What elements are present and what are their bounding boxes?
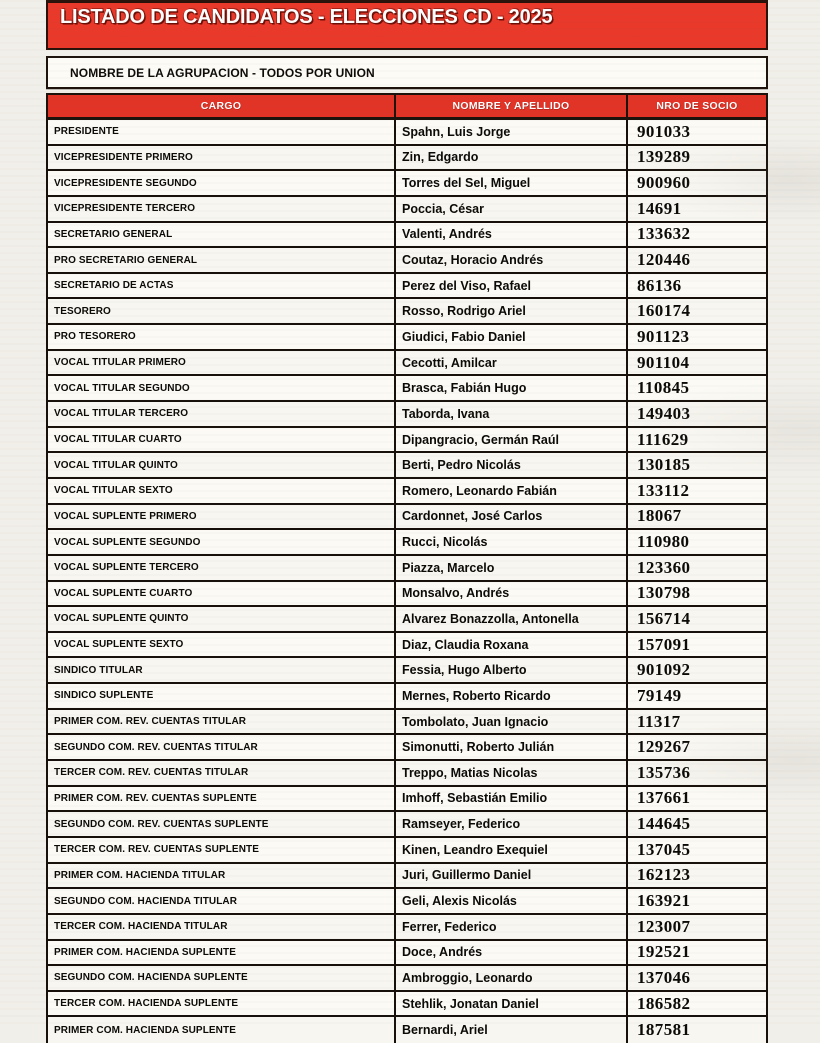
cargo-cell: VOCAL SUPLENTE CUARTO	[48, 582, 396, 606]
cargo-cell: PRESIDENTE	[48, 120, 396, 144]
nombre-cell: Poccia, César	[396, 197, 628, 221]
cargo-cell: SEGUNDO COM. HACIENDA TITULAR	[48, 889, 396, 913]
cargo-cell: VOCAL TITULAR SEGUNDO	[48, 376, 396, 400]
nro-socio-cell: 110980	[637, 532, 690, 552]
scanned-document-sheet	[46, 0, 768, 1043]
column-header-nro-socio: NRO DE SOCIO	[656, 100, 738, 112]
nro-socio-cell: 149403	[637, 403, 691, 423]
nombre-cell: Spahn, Luis Jorge	[396, 120, 628, 144]
nombre-cell: Berti, Pedro Nicolás	[396, 453, 628, 477]
table-row	[46, 351, 768, 377]
nombre-cell: Fessia, Hugo Alberto	[396, 658, 628, 682]
nro-socio-cell: 120446	[637, 250, 691, 270]
table-row	[46, 197, 768, 223]
cargo-cell: PRIMER COM. REV. CUENTAS SUPLENTE	[48, 787, 396, 811]
cargo-cell: TERCER COM. REV. CUENTAS SUPLENTE	[48, 838, 396, 862]
nombre-cell: Juri, Guillermo Daniel	[396, 864, 628, 888]
nro-socio-cell: 160174	[637, 301, 691, 321]
nro-socio-cell: 123360	[637, 557, 691, 577]
table-row	[46, 402, 768, 428]
nro-socio-cell: 186582	[637, 993, 691, 1013]
nro-socio-cell: 123007	[637, 916, 691, 936]
nombre-cell: Stehlik, Jonatan Daniel	[396, 992, 628, 1016]
nro-socio-cell: 144645	[637, 814, 691, 834]
table-row	[46, 633, 768, 659]
nro-socio-cell: 130185	[637, 455, 691, 475]
nombre-cell: Rosso, Rodrigo Ariel	[396, 299, 628, 323]
table-row	[46, 735, 768, 761]
cargo-cell: PRO SECRETARIO GENERAL	[48, 248, 396, 272]
cargo-cell: SEGUNDO COM. REV. CUENTAS SUPLENTE	[48, 812, 396, 836]
cargo-cell: VOCAL SUPLENTE TERCERO	[48, 556, 396, 580]
table-row	[46, 146, 768, 172]
nombre-cell: Bernardi, Ariel	[396, 1017, 628, 1043]
cargo-cell: VOCAL SUPLENTE QUINTO	[48, 607, 396, 631]
cargo-cell: VOCAL TITULAR QUINTO	[48, 453, 396, 477]
table-row	[46, 838, 768, 864]
nro-socio-cell: 139289	[637, 147, 691, 167]
table-header-row	[46, 93, 768, 120]
nombre-cell: Zin, Edgardo	[396, 146, 628, 170]
nro-socio-cell: 130798	[637, 583, 691, 603]
nombre-cell: Torres del Sel, Miguel	[396, 171, 628, 195]
nro-socio-cell: 129267	[637, 737, 691, 757]
table-row	[46, 274, 768, 300]
cargo-cell: VOCAL TITULAR CUARTO	[48, 428, 396, 452]
nombre-cell: Giudici, Fabio Daniel	[396, 325, 628, 349]
cargo-cell: VOCAL SUPLENTE SEGUNDO	[48, 530, 396, 554]
table-row	[46, 120, 768, 146]
nombre-cell: Treppo, Matias Nicolas	[396, 761, 628, 785]
cargo-cell: TERCER COM. REV. CUENTAS TITULAR	[48, 761, 396, 785]
nombre-cell: Perez del Viso, Rafael	[396, 274, 628, 298]
nro-socio-cell: 901033	[637, 121, 691, 141]
cargo-cell: SEGUNDO COM. REV. CUENTAS TITULAR	[48, 735, 396, 759]
cargo-cell: TERCER COM. HACIENDA TITULAR	[48, 915, 396, 939]
table-row	[46, 325, 768, 351]
column-header-nombre-apellido: NOMBRE Y APELLIDO	[396, 95, 628, 117]
cargo-cell: PRIMER COM. HACIENDA SUPLENTE	[48, 941, 396, 965]
nro-socio-cell: 137045	[637, 839, 691, 859]
cargo-cell: PRIMER COM. HACIENDA TITULAR	[48, 864, 396, 888]
cargo-cell: VICEPRESIDENTE TERCERO	[48, 197, 396, 221]
nombre-cell: Ferrer, Federico	[396, 915, 628, 939]
cargo-cell: SINDICO SUPLENTE	[48, 684, 396, 708]
table-row	[46, 992, 768, 1018]
cargo-cell: SECRETARIO DE ACTAS	[48, 274, 396, 298]
nombre-cell: Rucci, Nicolás	[396, 530, 628, 554]
candidates-table	[46, 93, 768, 1043]
table-row	[46, 864, 768, 890]
cargo-cell: TESORERO	[48, 299, 396, 323]
nro-socio-cell: 163921	[637, 891, 691, 911]
nombre-cell: Mernes, Roberto Ricardo	[396, 684, 628, 708]
table-row	[46, 530, 768, 556]
table-row	[46, 658, 768, 684]
nro-socio-cell: 110845	[637, 378, 690, 398]
table-row	[46, 787, 768, 813]
nombre-cell: Diaz, Claudia Roxana	[396, 633, 628, 657]
nombre-cell: Piazza, Marcelo	[396, 556, 628, 580]
nombre-cell: Taborda, Ivana	[396, 402, 628, 426]
table-row	[46, 376, 768, 402]
nombre-cell: Kinen, Leandro Exequiel	[396, 838, 628, 862]
cargo-cell: VOCAL TITULAR PRIMERO	[48, 351, 396, 375]
nombre-cell: Dipangracio, Germán Raúl	[396, 428, 628, 452]
table-row	[46, 171, 768, 197]
nro-socio-cell: 162123	[637, 865, 691, 885]
nro-socio-cell: 187581	[637, 1020, 691, 1040]
nombre-cell: Simonutti, Roberto Julián	[396, 735, 628, 759]
cargo-cell: VOCAL SUPLENTE SEXTO	[48, 633, 396, 657]
nombre-cell: Monsalvo, Andrés	[396, 582, 628, 606]
table-row	[46, 453, 768, 479]
nombre-cell: Tombolato, Juan Ignacio	[396, 710, 628, 734]
cargo-cell: PRIMER COM. HACIENDA SUPLENTE	[48, 1017, 396, 1043]
table-row	[46, 223, 768, 249]
cargo-cell: PRO TESORERO	[48, 325, 396, 349]
nro-socio-cell: 79149	[637, 685, 682, 705]
nro-socio-cell: 901123	[637, 326, 690, 346]
nombre-cell: Ramseyer, Federico	[396, 812, 628, 836]
nro-socio-cell: 137661	[637, 788, 691, 808]
nro-socio-cell: 11317	[637, 711, 681, 731]
nro-socio-cell: 133632	[637, 224, 691, 244]
nro-socio-cell: 900960	[637, 173, 691, 193]
table-row	[46, 915, 768, 941]
nombre-cell: Cardonnet, José Carlos	[396, 505, 628, 529]
nro-socio-cell: 133112	[637, 480, 690, 500]
cargo-cell: VOCAL TITULAR TERCERO	[48, 402, 396, 426]
table-row	[46, 710, 768, 736]
nombre-cell: Geli, Alexis Nicolás	[396, 889, 628, 913]
nro-socio-cell: 111629	[637, 429, 689, 449]
nombre-cell: Imhoff, Sebastián Emilio	[396, 787, 628, 811]
table-row	[46, 299, 768, 325]
table-row	[46, 556, 768, 582]
nro-socio-cell: 156714	[637, 608, 691, 628]
cargo-cell: VOCAL TITULAR SEXTO	[48, 479, 396, 503]
nro-socio-cell: 18067	[637, 506, 682, 526]
nombre-cell: Brasca, Fabián Hugo	[396, 376, 628, 400]
nro-socio-cell: 157091	[637, 634, 691, 654]
nombre-cell: Valenti, Andrés	[396, 223, 628, 247]
agrupacion-box	[46, 56, 768, 89]
nro-socio-cell: 86136	[637, 275, 682, 295]
cargo-cell: VICEPRESIDENTE SEGUNDO	[48, 171, 396, 195]
table-row	[46, 428, 768, 454]
nro-socio-cell: 137046	[637, 967, 691, 987]
cargo-cell: VOCAL SUPLENTE PRIMERO	[48, 505, 396, 529]
cargo-cell: SINDICO TITULAR	[48, 658, 396, 682]
title-band	[46, 0, 768, 50]
cargo-cell: VICEPRESIDENTE PRIMERO	[48, 146, 396, 170]
nombre-cell: Cecotti, Amilcar	[396, 351, 628, 375]
column-header-cargo: CARGO	[48, 95, 396, 117]
nombre-cell: Romero, Leonardo Fabián	[396, 479, 628, 503]
cargo-cell: SECRETARIO GENERAL	[48, 223, 396, 247]
nro-socio-cell: 192521	[637, 942, 691, 962]
nombre-cell: Doce, Andrés	[396, 941, 628, 965]
agrupacion-label: NOMBRE DE LA AGRUPACION - TODOS POR UNION	[70, 65, 375, 80]
nombre-cell: Alvarez Bonazzolla, Antonella	[396, 607, 628, 631]
cargo-cell: PRIMER COM. REV. CUENTAS TITULAR	[48, 710, 396, 734]
table-row	[46, 761, 768, 787]
table-row-partial	[46, 1017, 768, 1043]
table-body	[46, 120, 768, 1043]
table-row	[46, 889, 768, 915]
document-title: LISTADO DE CANDIDATOS - ELECCIONES CD - 2025	[60, 6, 553, 28]
nro-socio-cell: 901104	[637, 352, 690, 372]
nombre-cell: Ambroggio, Leonardo	[396, 966, 628, 990]
table-row	[46, 505, 768, 531]
table-row	[46, 684, 768, 710]
nro-socio-cell: 135736	[637, 762, 691, 782]
nro-socio-cell: 14691	[637, 198, 682, 218]
table-row	[46, 582, 768, 608]
cargo-cell: TERCER COM. HACIENDA SUPLENTE	[48, 992, 396, 1016]
nombre-cell: Coutaz, Horacio Andrés	[396, 248, 628, 272]
table-row	[46, 607, 768, 633]
nro-socio-cell: 901092	[637, 660, 691, 680]
table-row	[46, 941, 768, 967]
table-row	[46, 479, 768, 505]
table-row	[46, 248, 768, 274]
table-row	[46, 812, 768, 838]
table-row	[46, 966, 768, 992]
cargo-cell: SEGUNDO COM. HACIENDA SUPLENTE	[48, 966, 396, 990]
